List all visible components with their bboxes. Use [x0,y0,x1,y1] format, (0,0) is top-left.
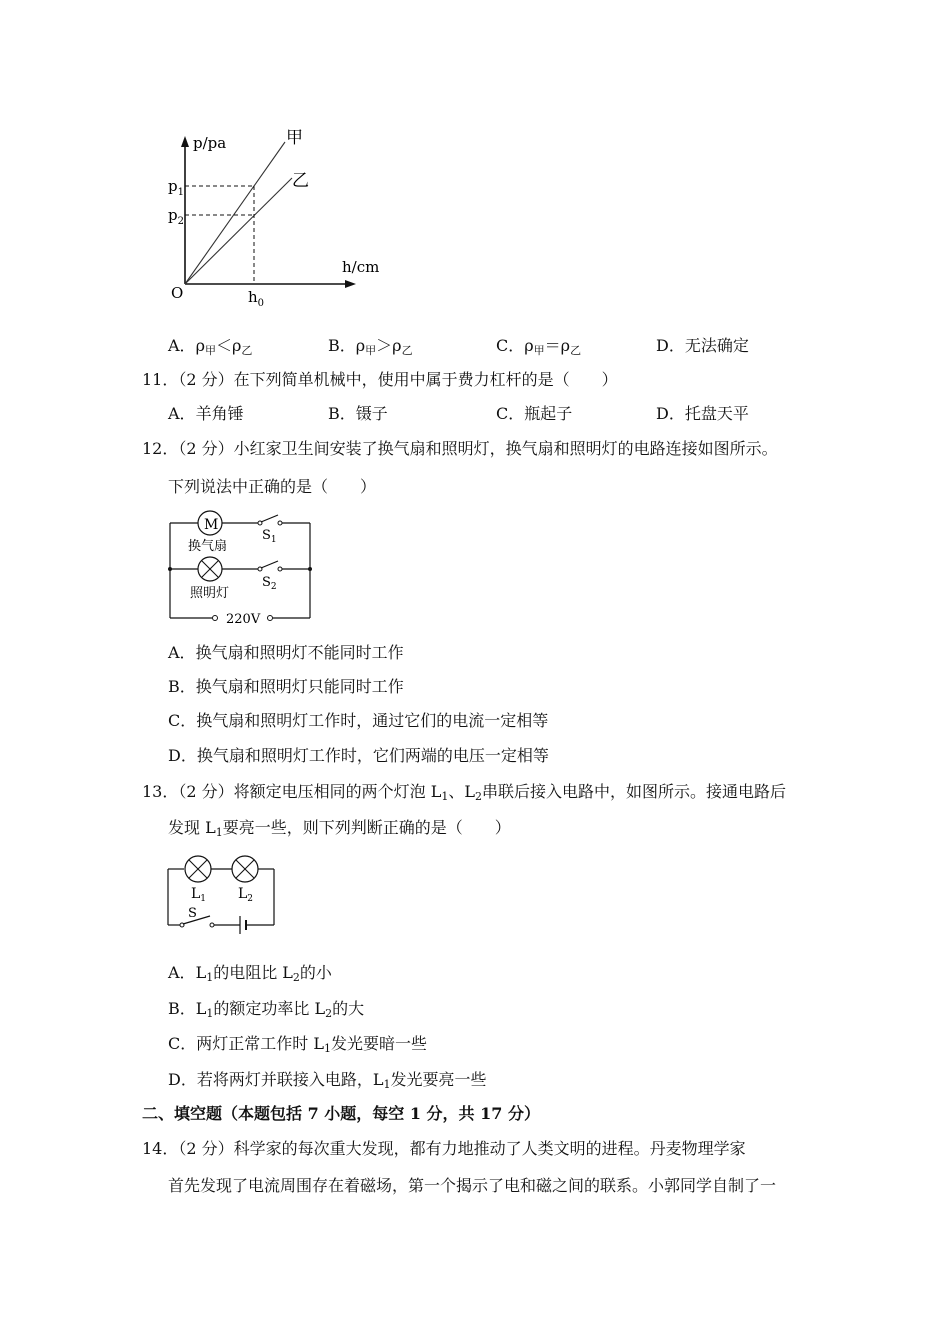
q11-option-a[interactable]: A．羊角锤 [168,404,244,423]
q14-line2: 首先发现了电流周围存在着磁场，第一个揭示了电和磁之间的联系。小郭同学自制了一 [168,1176,777,1195]
h0-label: $h_0$ [248,288,265,309]
switch-s2 [261,561,278,568]
x-axis-arrow [345,280,356,288]
line-jia-label: 甲 [286,128,303,148]
q11-stem: 11．（2 分）在下列简单机械中，使用中属于费力杠杆的是（ ） [142,370,618,389]
l2-label: $L_2$ [238,886,254,904]
q13-stem-line2: 发现 $L_1$要亮一些，则下列判断正确的是（ ） [168,818,511,839]
q12-circuit [160,505,330,630]
q12-option-d[interactable]: D．换气扇和照明灯工作时，它们两端的电压一定相等 [168,746,549,765]
s1-label: $S_1$ [262,528,277,545]
q13-option-a[interactable]: A．$L_1$的电阻比 $L_2$的小 [168,963,332,984]
q10-option-c[interactable]: C．$\rho_甲=\rho_乙$ [496,336,582,357]
q11-option-c[interactable]: C．瓶起子 [496,404,573,423]
p2-label: $p_2$ [168,206,184,227]
q12-stem-line1: 12．（2 分）小红家卫生间安装了换气扇和照明灯，换气扇和照明灯的电路连接如图所示。 [142,439,778,458]
switch-s1 [261,515,278,522]
line-jia [185,142,285,284]
q12-stem-line2: 下列说法中正确的是（ ） [168,477,377,496]
motor-label: M [204,517,219,533]
line-yi-label: 乙 [292,171,309,191]
q10-option-a[interactable]: A．$\rho_甲<\rho_乙$ [168,336,253,357]
q12-option-c[interactable]: C．换气扇和照明灯工作时，通过它们的电流一定相等 [168,711,549,730]
fan-label: 换气扇 [188,539,228,554]
q11-option-b[interactable]: B．镊子 [328,404,388,423]
q13-stem-line1: 13．（2 分）将额定电压相同的两个灯泡 $L_1$、$L_2$串联后接入电路中，如图所示。接通电路后 [142,782,787,803]
origin-label: O [171,284,184,302]
l1-label: $L_1$ [191,886,207,904]
q12-option-b[interactable]: B．换气扇和照明灯只能同时工作 [168,677,404,696]
pressure-depth-graph [160,125,390,315]
y-axis-arrow [181,136,189,147]
line-yi [185,178,292,284]
section2-title: 二、填空题（本题包括 7 小题，每空 1 分，共 17 分） [142,1104,540,1123]
q13-option-c[interactable]: C．两灯正常工作时 $L_1$发光要暗一些 [168,1034,427,1055]
q13-option-b[interactable]: B．$L_1$的额定功率比 $L_2$的大 [168,999,365,1020]
switch-label: S [188,906,197,921]
q13-circuit [160,850,285,942]
s2-label: $S_2$ [262,575,277,592]
q14-line1: 14．（2 分）科学家的每次重大发现，都有力地推动了人类文明的进程。丹麦物理学家 [142,1139,746,1158]
y-axis-label: p/pa [193,134,227,152]
q10-option-d[interactable]: D．无法确定 [656,336,749,355]
q10-option-b[interactable]: B．$\rho_甲>\rho_乙$ [328,336,413,357]
q13-option-d[interactable]: D．若将两灯并联接入电路，$L_1$发光要亮一些 [168,1070,487,1091]
lamp-label: 照明灯 [190,586,230,601]
p1-label: $p_1$ [168,177,184,198]
x-axis-label: h/cm [342,258,380,276]
voltage-label: 220V [226,612,261,627]
q11-option-d[interactable]: D．托盘天平 [656,404,749,423]
q12-option-a[interactable]: A．换气扇和照明灯不能同时工作 [168,643,404,662]
